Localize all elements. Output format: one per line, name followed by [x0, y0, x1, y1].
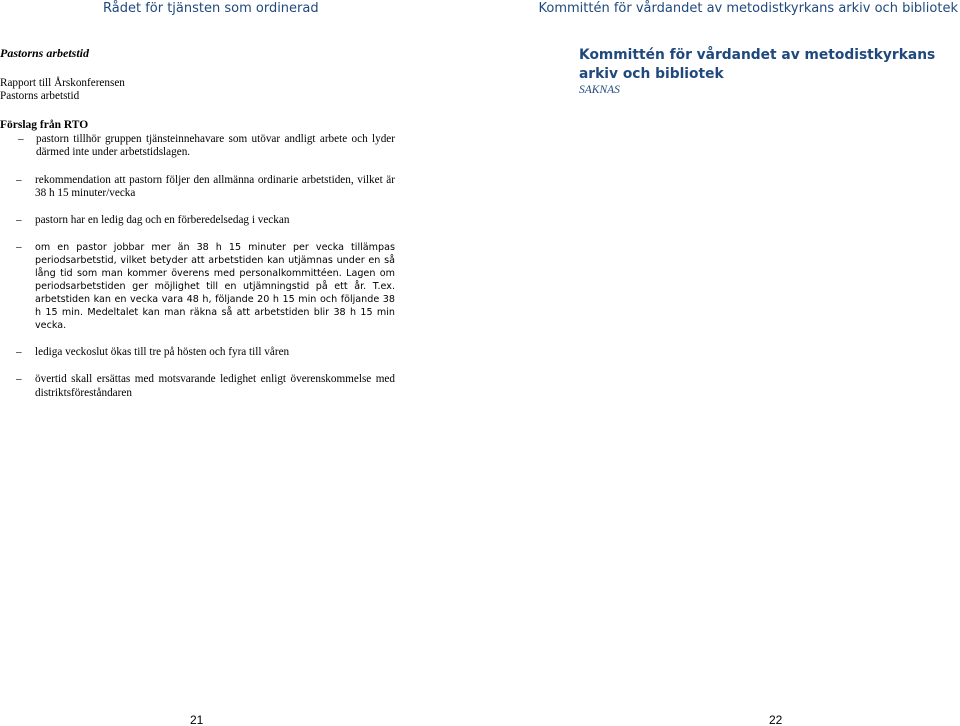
page-title: Pastorns arbetstid — [0, 46, 90, 60]
list-item-text: om en pastor jobbar mer än 38 h 15 minuter per vecka tillämpas periodsarbetstid, vilket betyder att arbetstiden kan utjämnas under en så lång tid som man kommer överens med personalkommittéen. Lagen om periodsarbetstiden ger möjlighet till en utjämningstid på ett år. T.ex. arbetstiden kan en vecka vara 48 h, följande 20 h 15 min och följande 38 h 15 min. Medeltalet kan man räkna så att arbetstiden blir 38 h 15 min vecka. — [35, 241, 395, 332]
list-item-text: lediga veckoslut ökas till tre på hösten och fyra till våren — [35, 346, 290, 359]
bullet-list — [0, 133, 395, 400]
intro-line: Rapport till Årskonferensen — [0, 77, 125, 89]
list-item-text: pastorn tillhör gruppen tjänsteinnehavare som utövar andligt arbete och lyder därmed inte under arbetstidslagen. — [36, 132, 395, 158]
dash-bullet-icon: – — [16, 240, 22, 253]
list-item-text: rekommendation att pastorn följer den allmänna ordinarie arbetstiden, vilket är 38 h 15 minuter/vecka — [35, 174, 395, 200]
intro-line: Pastorns arbetstid — [0, 90, 80, 103]
list-item — [0, 214, 395, 227]
list-item — [0, 346, 395, 359]
list-item — [0, 174, 395, 200]
list-item — [0, 133, 395, 159]
list-item — [0, 241, 395, 333]
right-page — [579, 46, 949, 96]
header-left-title: Rådet för tjänsten som ordinerad — [103, 1, 319, 16]
dash-bullet-icon: – — [16, 346, 22, 359]
list-item-text: övertid skall ersättas med motsvarande ledighet enligt överenskommelse med distriktsföreståndaren — [35, 373, 395, 399]
list-item — [0, 373, 395, 399]
page-number-left: 21 — [190, 713, 204, 726]
dash-bullet-icon: – — [18, 132, 24, 145]
dash-bullet-icon: – — [16, 174, 22, 187]
list-item-text: pastorn har en ledig dag och en förberedelsedag i veckan — [35, 214, 290, 227]
dash-bullet-icon: – — [16, 373, 22, 386]
intro-block — [0, 77, 395, 103]
header-right-title: Kommittén för vårdandet av metodistkyrkans arkiv och bibliotek — [538, 1, 958, 16]
left-page — [0, 46, 395, 400]
committee-title: Kommittén för vårdandet av metodistkyrkans arkiv och bibliotek — [579, 47, 936, 82]
status-text: SAKNAS — [579, 84, 620, 96]
section-heading: Förslag från RTO — [0, 119, 89, 132]
page-number-right: 22 — [769, 713, 783, 726]
running-header — [0, 0, 960, 24]
dash-bullet-icon: – — [16, 214, 22, 227]
